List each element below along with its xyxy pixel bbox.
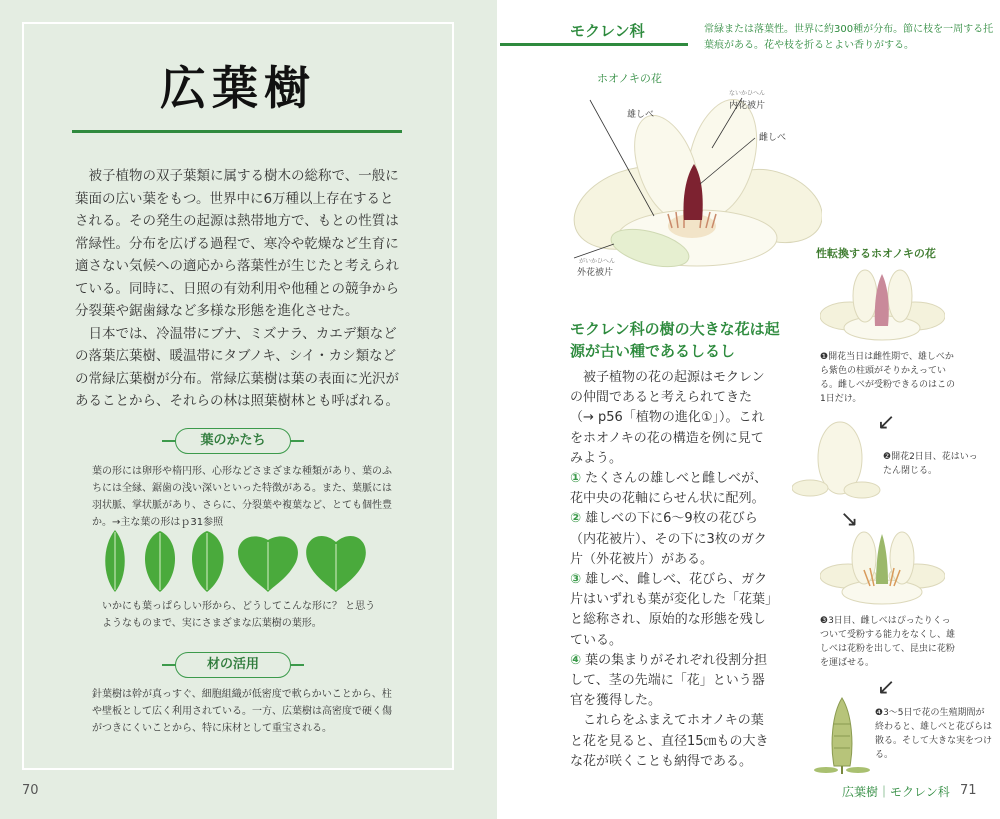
side-note-1: ❶開花当日は雌性期で、雄しべから紫色の柱頭がそりかえっている。雌しべが受粉できるのはこの1日だけ。 (820, 352, 956, 404)
side-title: 性転換するホオノキの花 (816, 247, 936, 260)
intro-text (75, 165, 405, 413)
arrow-icon-1: ↙ (877, 410, 896, 435)
leaves-caption: いかにも葉っぱらしい形から、どうしてこんな形に？ と思うようなものまで、実にさまざまな広葉樹の葉形。 (102, 601, 376, 629)
flower-day2-illustration (792, 418, 882, 506)
list-number-4: ④ (570, 652, 582, 668)
label-pistil: 雌しべ (759, 133, 787, 143)
section-title: モクレン科の樹の大きな花は起源が古い種であるしるし (570, 320, 780, 360)
list-item-1: ① たくさんの雄しべと雌しべが、花中央の花軸にらせん状に配列。 (570, 471, 768, 507)
label-inner-tepal-ruby: ないかひへん (729, 90, 766, 97)
footer-label: 広葉樹｜モクレン科 (842, 785, 950, 799)
list-item-2: ② 雄しべの下に6〜9枚の花びら（内花被片）、その下に3枚のガク片（外花被片）がある。 (570, 511, 767, 567)
leaf-elliptic-icon (192, 531, 224, 592)
arrow-icon-2: ↘ (840, 507, 859, 532)
page-number-right: 71 (960, 783, 977, 798)
page-number-left: 70 (22, 783, 39, 798)
label-stamen: 雄しべ (627, 110, 655, 120)
flower-day1-illustration (820, 266, 945, 346)
body-paragraph-2: これらをふまえてホオノキの葉と花を見ると、直径15㎝もの大きな花が咲くことも納得である。 (570, 713, 769, 769)
leaf-ovate-icon (145, 531, 175, 592)
body-paragraph-1: 被子植物の花の起源はモクレンの仲間であると考えられてきた（→ p56「植物の進化①」）。これをホオノキの花の構造を例に見てみよう。 (570, 370, 765, 466)
page-title: 広葉樹 (160, 61, 316, 115)
section-heading-leaf-shape: 葉のかたち (175, 428, 291, 454)
title-rule (72, 130, 402, 133)
leaf-heart-icon (306, 536, 366, 592)
family-label: モクレン科 (570, 22, 645, 40)
list-item-3: ③ 雄しべ、雌しべ、花びら、ガク片はいずれも葉が変化した「花葉」と総称され、原始的な形態を残している。 (570, 572, 772, 648)
wood-use-text: 針葉樹は幹が真っすぐ、細胞組織が低密度で軟らかいことから、柱や壁板として広く利用されている。一方、広葉樹は高密度で硬く傷がつきにくいことから、特に床材として重宝される。 (92, 689, 392, 734)
list-number-1: ① (570, 471, 582, 487)
label-outer-tepal: 外花被片 (577, 268, 614, 278)
list-item-4: ④ 葉の集まりがそれぞれ役割分担して、茎の先端に「花」という器官を獲得した。 (570, 652, 768, 709)
label-outer-tepal-ruby: がいかひへん (579, 258, 616, 265)
body-text (570, 368, 775, 772)
list-number-3: ③ (570, 572, 582, 588)
flower-day4-illustration (812, 694, 872, 774)
side-note-3: ❸3日目、雌しべはぴったりくっついて受粉する能力をなくし、雄しべは花粉を出して、昆虫に花粉を運ばせる。 (820, 616, 956, 668)
flower-day3-illustration (820, 528, 945, 610)
header-rule (500, 43, 688, 46)
leaf-cordate-icon (238, 536, 298, 592)
section-heading-wood-use: 材の活用 (175, 652, 291, 678)
family-description: 常緑または落葉性。世界に約300種が分布。節に枝を一周する托葉痕がある。花や枝を折るとよい香りがする。 (704, 24, 994, 51)
intro-paragraph-1: 被子植物の双子葉類に属する樹木の総称で、一般に葉面の広い葉をもつ。世界中に6万種以上存在するとされる。その発生の起源は熱帯地方で、もとの性質は常緑性。分布を広げる過程で、寒冷や乾燥など生育に適さない気候への適応から落葉性が生じたと考えられている。同時に、日照の有効利用や他種との競争から分裂葉や鋸歯縁など多様な形態を進化させた。 (75, 168, 399, 319)
label-inner-tepal: 内花被片 (729, 101, 766, 111)
side-note-2: ❷開花2日目、花はいったん閉じる。 (883, 452, 978, 476)
flower-title: ホオノキの花 (597, 72, 662, 85)
leaf-shape-text: 葉の形には卵形や楕円形、心形などさまざまな種類があり、葉のふちには全縁、鋸歯の浅い深いといった特徴がある。また、葉脈には羽状脈、掌状脈があり、さらに、分裂葉や複葉など、とても個性豊か。→主な葉の形はｐ31参照 (92, 466, 392, 528)
left-page (0, 0, 497, 819)
side-note-4: ❹3〜5日で花の生殖期間が終わると、雄しべと花びらは散る。そして大きな実をつける。 (875, 708, 993, 760)
leaf-illustrations (100, 528, 370, 594)
arrow-icon-3: ↙ (877, 675, 896, 700)
right-page (497, 0, 1000, 819)
leaf-narrow-icon (105, 530, 125, 592)
list-number-2: ② (570, 511, 582, 527)
intro-paragraph-2: 日本では、冷温帯にブナ、ミズナラ、カエデ類などの落葉広葉樹、暖温帯にタブノキ、シイ・カシ類などの常緑広葉樹が分布。常緑広葉樹は葉の表面に光沢があることから、それらの林は照葉樹林とも呼ばれる。 (75, 325, 399, 409)
